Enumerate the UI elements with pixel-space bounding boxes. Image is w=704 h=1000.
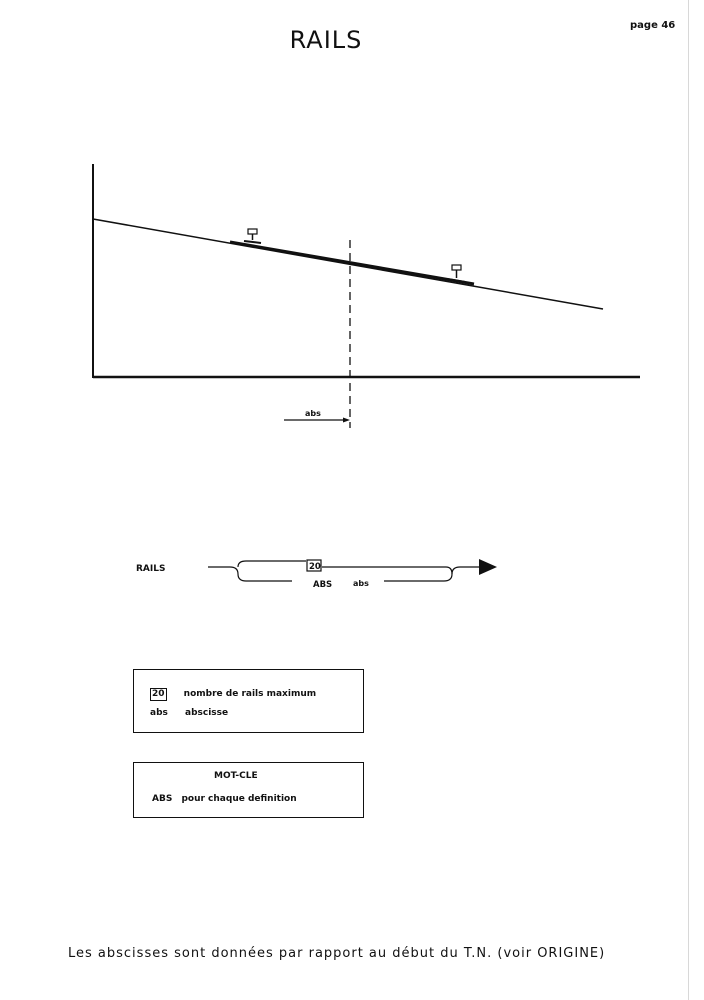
legend-count-desc: nombre de rails maximum <box>183 689 317 699</box>
syntax-loop-top <box>238 561 306 567</box>
legend-row-count <box>150 688 316 701</box>
abs-dimension-label: abs <box>305 409 321 418</box>
page-number: page 46 <box>630 20 676 31</box>
syntax-loop-right <box>384 567 452 581</box>
legend-abs-param: abs <box>150 708 168 718</box>
parameters-legend-box <box>133 669 364 733</box>
terrain-line <box>93 219 603 309</box>
keywords-abs-desc: pour chaque definition <box>181 794 297 804</box>
keywords-abs-keyword: ABS <box>152 794 173 804</box>
syntax-abs-keyword: ABS <box>313 580 333 590</box>
legend-row-abs <box>150 708 228 718</box>
syntax-abs-param: abs <box>353 579 369 588</box>
keywords-box <box>133 762 364 818</box>
syntax-exit <box>452 567 480 574</box>
legend-abs-desc: abscisse <box>185 708 229 718</box>
abs-arrowhead <box>343 418 350 423</box>
legend-count-box: 20 <box>152 689 165 699</box>
keywords-row <box>152 794 297 804</box>
syntax-keyword: RAILS <box>136 564 166 574</box>
rail-icon <box>244 229 261 243</box>
syntax-count-value: 20 <box>309 562 321 572</box>
footer-note: Les abscisses sont données par rapport au début du T.N. (voir ORIGINE) <box>68 946 606 961</box>
syntax-end-arrow <box>479 559 497 575</box>
page-title: RAILS <box>289 26 363 54</box>
rail-strip <box>230 242 474 284</box>
keywords-heading: MOT-CLE <box>214 771 258 781</box>
syntax-track <box>208 567 292 581</box>
